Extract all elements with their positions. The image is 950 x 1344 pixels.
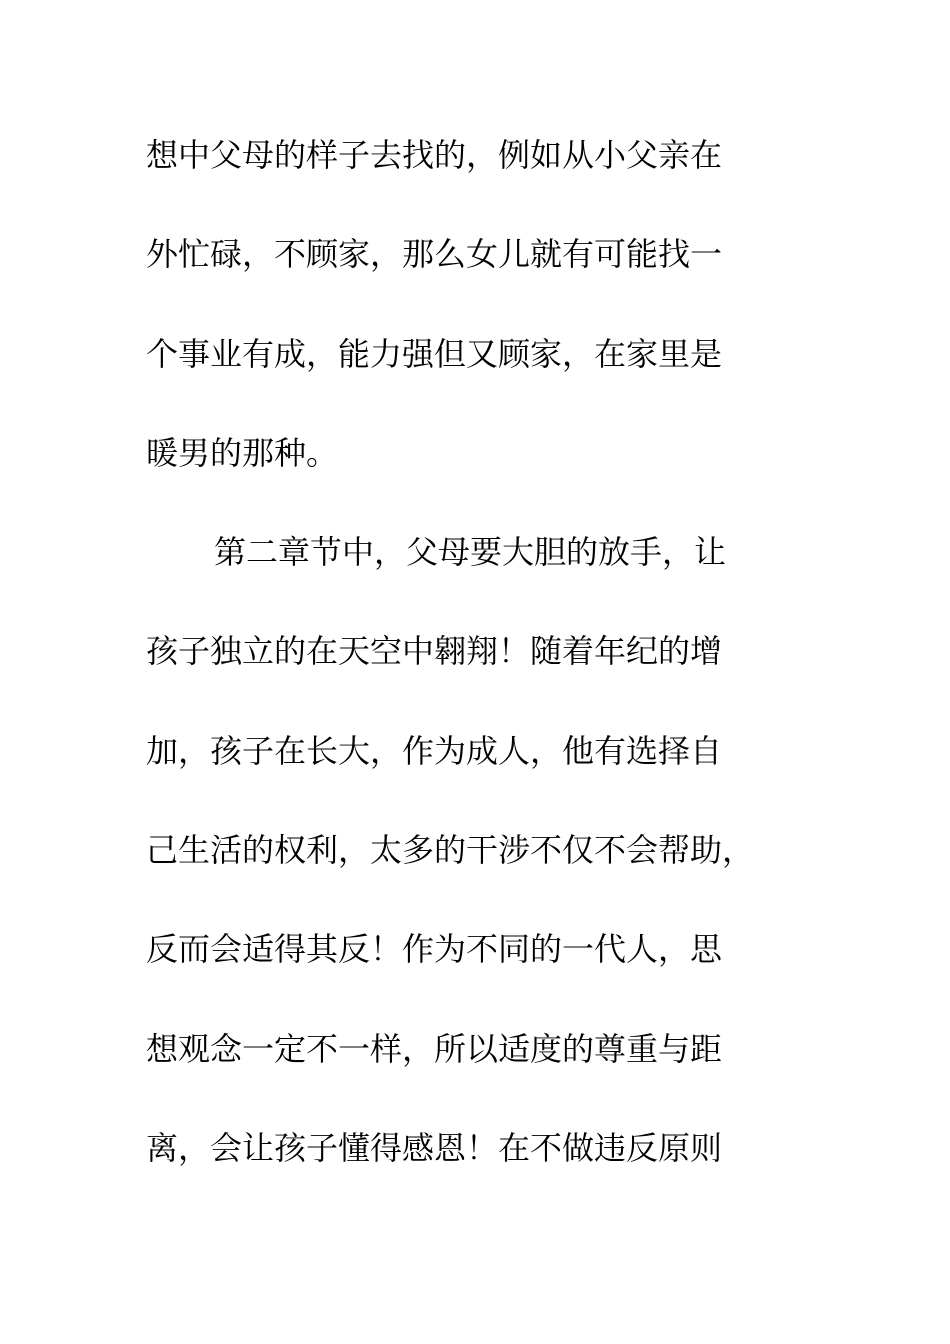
- text-line: 想观念一定不一样，所以适度的尊重与距: [146, 1029, 723, 1068]
- text-line: 暖男的那种。: [146, 433, 339, 472]
- text-line: 个事业有成，能力强但又顾家，在家里是: [146, 334, 723, 373]
- text-line-paragraph-start: 第二章节中，父母要大胆的放手，让: [214, 533, 727, 572]
- text-line: 想中父母的样子去找的，例如从小父亲在: [146, 136, 723, 174]
- text-line: 加，孩子在长大，作为成人，他有选择自: [146, 731, 723, 770]
- text-line: 离，会让孩子懂得感恩！在不做违反原则: [146, 1128, 723, 1167]
- text-line: 孩子独立的在天空中翱翔！随着年纪的增: [146, 632, 723, 671]
- text-line: 己生活的权利，太多的干涉不仅不会帮助，: [146, 831, 755, 870]
- text-line: 外忙碌，不顾家，那么女儿就有可能找一: [146, 235, 723, 274]
- body-text: [146, 126, 806, 1218]
- text-line: 反而会适得其反！作为不同的一代人，思: [146, 930, 723, 969]
